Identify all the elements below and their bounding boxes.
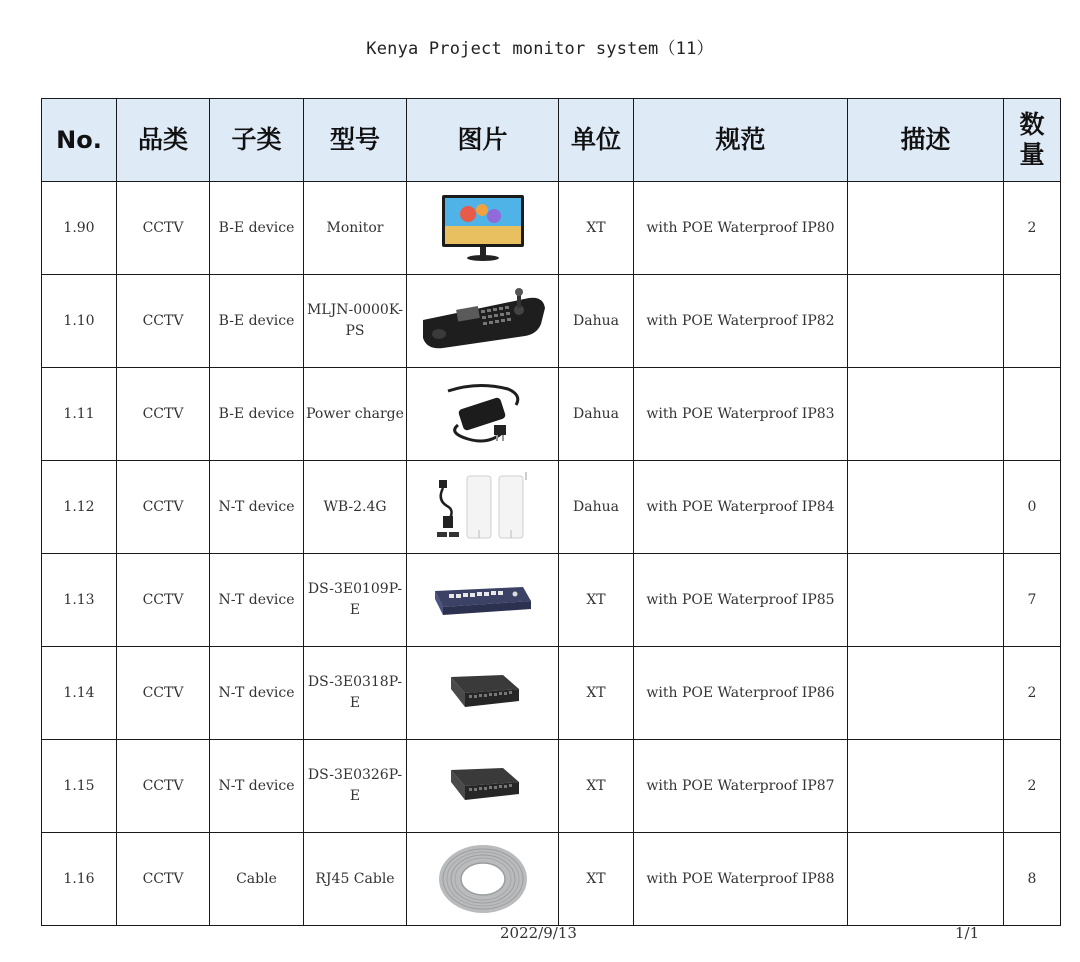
footer-page-number: 1/1 bbox=[955, 924, 980, 942]
cell-description bbox=[848, 461, 1004, 554]
cell-description bbox=[848, 275, 1004, 368]
footer-date: 2022/9/13 bbox=[500, 924, 577, 942]
cell-category: CCTV bbox=[117, 275, 210, 368]
cell-description bbox=[848, 833, 1004, 926]
cell-spec: with POE Waterproof IP83 bbox=[634, 368, 848, 461]
cell-quantity bbox=[1004, 368, 1061, 461]
cell-category: CCTV bbox=[117, 833, 210, 926]
table-row bbox=[42, 740, 1061, 833]
cell-quantity: 7 bbox=[1004, 554, 1061, 647]
cell-picture bbox=[407, 275, 559, 368]
cell-quantity: 2 bbox=[1004, 182, 1061, 275]
table-row bbox=[42, 182, 1061, 275]
cell-spec: with POE Waterproof IP85 bbox=[634, 554, 848, 647]
cell-spec: with POE Waterproof IP88 bbox=[634, 833, 848, 926]
header-row bbox=[42, 99, 1061, 182]
cell-picture bbox=[407, 368, 559, 461]
cell-spec: with POE Waterproof IP84 bbox=[634, 461, 848, 554]
header-no: No. bbox=[42, 99, 117, 182]
cell-subcategory: N-T device bbox=[210, 647, 304, 740]
header-subcategory: 子类 bbox=[210, 99, 304, 182]
cell-description bbox=[848, 182, 1004, 275]
cell-category: CCTV bbox=[117, 554, 210, 647]
cell-model: Monitor bbox=[304, 182, 407, 275]
cell-category: CCTV bbox=[117, 182, 210, 275]
cell-model: DS-3E0109P-E bbox=[304, 554, 407, 647]
wireless-bridge-icon bbox=[433, 470, 533, 544]
cell-subcategory: Cable bbox=[210, 833, 304, 926]
cell-unit: Dahua bbox=[559, 461, 634, 554]
cell-description bbox=[848, 368, 1004, 461]
cell-picture bbox=[407, 740, 559, 833]
cell-category: CCTV bbox=[117, 461, 210, 554]
table-row bbox=[42, 275, 1061, 368]
cell-spec: with POE Waterproof IP86 bbox=[634, 647, 848, 740]
header-picture: 图片 bbox=[407, 99, 559, 182]
cell-picture bbox=[407, 833, 559, 926]
cell-subcategory: N-T device bbox=[210, 461, 304, 554]
cell-description bbox=[848, 554, 1004, 647]
header-quantity: 数 量 bbox=[1004, 99, 1061, 182]
cell-subcategory: B-E device bbox=[210, 275, 304, 368]
cell-unit: Dahua bbox=[559, 275, 634, 368]
header-unit: 单位 bbox=[559, 99, 634, 182]
cell-subcategory: B-E device bbox=[210, 182, 304, 275]
document-title: Kenya Project monitor system（11） bbox=[366, 39, 714, 59]
power-adapter-icon bbox=[438, 381, 528, 447]
header-category: 品类 bbox=[117, 99, 210, 182]
header-spec: 规范 bbox=[634, 99, 848, 182]
cell-unit: XT bbox=[559, 554, 634, 647]
cell-spec: with POE Waterproof IP82 bbox=[634, 275, 848, 368]
cell-quantity: 2 bbox=[1004, 647, 1061, 740]
table-row bbox=[42, 554, 1061, 647]
network-switch-icon bbox=[443, 764, 523, 808]
table-row bbox=[42, 833, 1061, 926]
cell-model: DS-3E0318P-E bbox=[304, 647, 407, 740]
cell-subcategory: B-E device bbox=[210, 368, 304, 461]
product-table bbox=[41, 98, 1061, 926]
cell-model: Power charge bbox=[304, 368, 407, 461]
cell-model: MLJN-0000K-PS bbox=[304, 275, 407, 368]
cell-unit: Dahua bbox=[559, 368, 634, 461]
cable-coil-icon bbox=[436, 841, 530, 917]
cell-quantity: 2 bbox=[1004, 740, 1061, 833]
cell-subcategory: N-T device bbox=[210, 740, 304, 833]
cell-category: CCTV bbox=[117, 740, 210, 833]
header-description: 描述 bbox=[848, 99, 1004, 182]
cell-description bbox=[848, 647, 1004, 740]
cell-no: 1.11 bbox=[42, 368, 117, 461]
cell-unit: XT bbox=[559, 740, 634, 833]
cell-unit: XT bbox=[559, 833, 634, 926]
cell-no: 1.10 bbox=[42, 275, 117, 368]
cell-picture bbox=[407, 182, 559, 275]
table-row bbox=[42, 647, 1061, 740]
header-model: 型号 bbox=[304, 99, 407, 182]
table-row bbox=[42, 461, 1061, 554]
cell-model: RJ45 Cable bbox=[304, 833, 407, 926]
cell-spec: with POE Waterproof IP87 bbox=[634, 740, 848, 833]
cell-spec: with POE Waterproof IP80 bbox=[634, 182, 848, 275]
poe-switch-icon bbox=[431, 577, 535, 623]
cell-picture bbox=[407, 554, 559, 647]
cell-no: 1.14 bbox=[42, 647, 117, 740]
cell-subcategory: N-T device bbox=[210, 554, 304, 647]
cell-no: 1.16 bbox=[42, 833, 117, 926]
cell-no: 1.90 bbox=[42, 182, 117, 275]
cell-quantity: 0 bbox=[1004, 461, 1061, 554]
cell-category: CCTV bbox=[117, 647, 210, 740]
ptz-keyboard-icon bbox=[417, 288, 549, 354]
cell-quantity bbox=[1004, 275, 1061, 368]
cell-unit: XT bbox=[559, 182, 634, 275]
cell-picture bbox=[407, 647, 559, 740]
table-row bbox=[42, 368, 1061, 461]
cell-no: 1.13 bbox=[42, 554, 117, 647]
cell-model: WB-2.4G bbox=[304, 461, 407, 554]
cell-model: DS-3E0326P-E bbox=[304, 740, 407, 833]
cell-no: 1.15 bbox=[42, 740, 117, 833]
cell-description bbox=[848, 740, 1004, 833]
monitor-icon bbox=[438, 192, 528, 264]
cell-no: 1.12 bbox=[42, 461, 117, 554]
cell-quantity: 8 bbox=[1004, 833, 1061, 926]
cell-category: CCTV bbox=[117, 368, 210, 461]
cell-picture bbox=[407, 461, 559, 554]
cell-unit: XT bbox=[559, 647, 634, 740]
network-switch-icon bbox=[443, 671, 523, 715]
